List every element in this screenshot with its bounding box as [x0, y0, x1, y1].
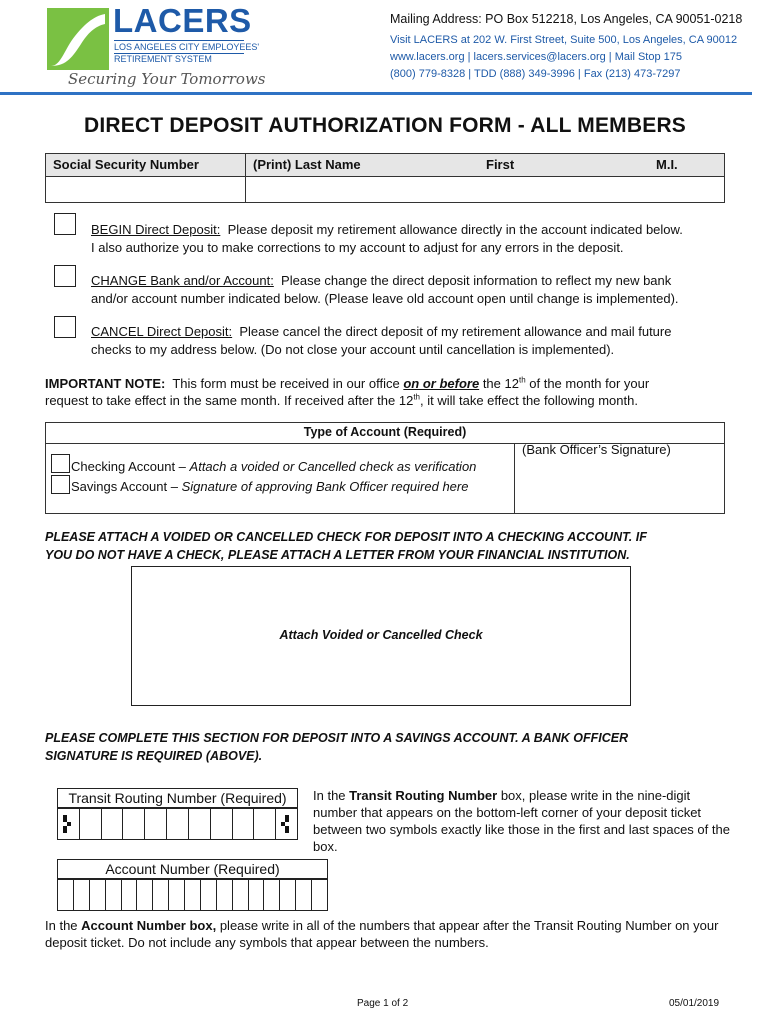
account-type-heading: Type of Account (Required): [46, 423, 724, 444]
routing-digit[interactable]: [145, 809, 167, 839]
savings-instruction: [45, 729, 735, 765]
logo-wordmark: LACERS: [113, 2, 252, 39]
routing-digit[interactable]: [233, 809, 255, 839]
routing-digit[interactable]: [80, 809, 102, 839]
cancel-deposit-heading: CANCEL Direct Deposit:: [91, 324, 233, 339]
web-contact[interactable]: www.lacers.org | lacers.services@lacers.org | Mail Stop 175: [390, 51, 682, 63]
account-digit[interactable]: [264, 880, 280, 910]
account-digit[interactable]: [296, 880, 312, 910]
page-number: Page 1 of 2: [357, 998, 409, 1009]
routing-help-bold: Transit Routing Number: [349, 788, 498, 803]
routing-symbol-start: [58, 809, 80, 839]
routing-digit[interactable]: [123, 809, 145, 839]
transit-symbol-icon: [63, 815, 71, 833]
change-account-line2: and/or account number indicated below. (Please leave old account open until change is implemented).: [91, 291, 679, 306]
routing-help-pre: In the: [313, 788, 350, 803]
important-note-line2a: request to take effect in the same month. If received after the 12: [45, 393, 414, 408]
member-info-table: [45, 153, 725, 203]
checking-account-type: Checking Account –: [71, 459, 190, 474]
savings-account-note: Signature of approving Bank Officer required here: [181, 479, 469, 494]
logo-subtitle-line1: LOS ANGELES CITY EMPLOYEES': [114, 42, 260, 52]
ordinal-suffix: th: [413, 392, 420, 402]
savings-account-checkbox[interactable]: [51, 475, 70, 494]
ssn-label: Social Security Number: [53, 157, 199, 172]
routing-help-post: box, please write in the nine-digit number that appears on the bottom-left corner of your deposit ticket between two symbols exactly like those in the first and last spaces of the box.: [313, 788, 730, 854]
cancel-deposit-line2: checks to my address below. (Do not close your account until cancellation is implemented).: [91, 342, 615, 357]
begin-deposit-heading: BEGIN Direct Deposit:: [91, 222, 221, 237]
begin-deposit-text: [91, 221, 731, 257]
cancel-deposit-text: [91, 323, 731, 359]
change-account-text: [91, 272, 731, 308]
last-name-label: (Print) Last Name: [253, 157, 361, 172]
important-note-text1: This form must be received in our office: [172, 376, 400, 391]
routing-symbol-end: [276, 809, 297, 839]
visit-address: Visit LACERS at 202 W. First Street, Suite 500, Los Angeles, CA 90012: [390, 34, 738, 46]
account-digit[interactable]: [249, 880, 265, 910]
account-help-post: please write in all of the numbers that appear after the Transit Routing Number on your deposit ticket. Do not include any symbols that appear between the numbers.: [45, 918, 719, 950]
change-account-heading: CHANGE Bank and/or Account:: [91, 273, 274, 288]
account-digit[interactable]: [153, 880, 169, 910]
routing-digit[interactable]: [102, 809, 124, 839]
account-digit[interactable]: [58, 880, 74, 910]
account-digit[interactable]: [312, 880, 327, 910]
checking-account-label: [71, 459, 476, 474]
important-note-text2: the 12: [482, 376, 519, 391]
account-type-table: [45, 422, 725, 514]
savings-instruction-line1: PLEASE COMPLETE THIS SECTION FOR DEPOSIT INTO A SAVINGS ACCOUNT. A BANK OFFICER: [45, 731, 629, 745]
lacers-logo-mark: [47, 8, 109, 70]
account-digit[interactable]: [122, 880, 138, 910]
ordinal-suffix: th: [518, 375, 526, 385]
important-note: [45, 375, 735, 409]
account-digit[interactable]: [137, 880, 153, 910]
account-digit[interactable]: [106, 880, 122, 910]
account-number-label: Account Number (Required): [57, 859, 328, 879]
checking-account-checkbox[interactable]: [51, 454, 70, 473]
account-digit[interactable]: [201, 880, 217, 910]
phone-contact: (800) 779-8328 | TDD (888) 349-3996 | Fax (213) 473-7297: [390, 68, 681, 80]
begin-deposit-checkbox[interactable]: [54, 213, 76, 235]
bank-officer-signature-label: (Bank Officer’s Signature): [522, 442, 671, 457]
account-digit[interactable]: [280, 880, 296, 910]
savings-instruction-line2: SIGNATURE IS REQUIRED (ABOVE).: [45, 749, 263, 763]
checking-instruction-line1: PLEASE ATTACH A VOIDED OR CANCELLED CHECK FOR DEPOSIT INTO A CHECKING ACCOUNT. IF: [45, 530, 647, 544]
important-note-emphasis: on or before: [403, 376, 480, 391]
account-digit[interactable]: [169, 880, 185, 910]
first-name-label: First: [486, 157, 515, 172]
routing-digit[interactable]: [189, 809, 211, 839]
account-digit[interactable]: [217, 880, 233, 910]
revision-date: 05/01/2019: [669, 998, 720, 1009]
account-help-bold: Account Number box,: [81, 918, 217, 933]
column-divider: [245, 154, 246, 202]
begin-deposit-line2: I also authorize you to make corrections to my account to adjust for any errors in the deposit.: [91, 240, 624, 255]
logo-tagline: Securing Your Tomorrows: [68, 70, 266, 88]
mailing-address: Mailing Address: PO Box 512218, Los Angeles, CA 90051-0218: [390, 12, 743, 26]
checking-account-note: Attach a voided or Cancelled check as verification: [189, 459, 477, 474]
routing-number-label: Transit Routing Number (Required): [57, 788, 298, 808]
account-digit[interactable]: [185, 880, 201, 910]
header-divider: [0, 92, 752, 95]
ssn-field[interactable]: [46, 177, 244, 202]
transit-symbol-icon: [281, 815, 289, 833]
account-digit[interactable]: [233, 880, 249, 910]
important-note-text3: of the month for your: [529, 376, 650, 391]
cancel-deposit-checkbox[interactable]: [54, 316, 76, 338]
routing-digit[interactable]: [167, 809, 189, 839]
change-account-checkbox[interactable]: [54, 265, 76, 287]
routing-digit[interactable]: [254, 809, 276, 839]
middle-initial-label: M.I.: [656, 157, 678, 172]
cancel-deposit-line1: Please cancel the direct deposit of my retirement allowance and mail future: [239, 324, 672, 339]
savings-account-label: [71, 479, 468, 494]
routing-help-text: [313, 787, 733, 855]
begin-deposit-line1: Please deposit my retirement allowance directly in the account indicated below.: [227, 222, 683, 237]
savings-account-type: Savings Account –: [71, 479, 182, 494]
account-number-boxes[interactable]: [57, 879, 328, 911]
change-account-line1: Please change the direct deposit information to reflect my new bank: [281, 273, 672, 288]
checking-instruction-line2: YOU DO NOT HAVE A CHECK, PLEASE ATTACH A LETTER FROM YOUR FINANCIAL INSTITUTION.: [45, 548, 630, 562]
routing-number-boxes[interactable]: [57, 808, 298, 840]
account-help-text: [45, 917, 735, 951]
checking-instruction: [45, 528, 735, 564]
important-note-label: IMPORTANT NOTE:: [45, 376, 166, 391]
logo-subtitle-line2: RETIREMENT SYSTEM: [114, 54, 212, 64]
attach-check-label: Attach Voided or Cancelled Check: [279, 628, 483, 642]
account-digit[interactable]: [90, 880, 106, 910]
account-digit[interactable]: [74, 880, 90, 910]
account-help-pre: In the: [45, 918, 82, 933]
form-title: DIRECT DEPOSIT AUTHORIZATION FORM - ALL MEMBERS: [83, 114, 687, 137]
routing-digit[interactable]: [211, 809, 233, 839]
bank-officer-signature-field[interactable]: [515, 459, 723, 512]
important-note-line2b: , it will take effect the following month.: [419, 393, 638, 408]
name-field[interactable]: [247, 177, 723, 202]
